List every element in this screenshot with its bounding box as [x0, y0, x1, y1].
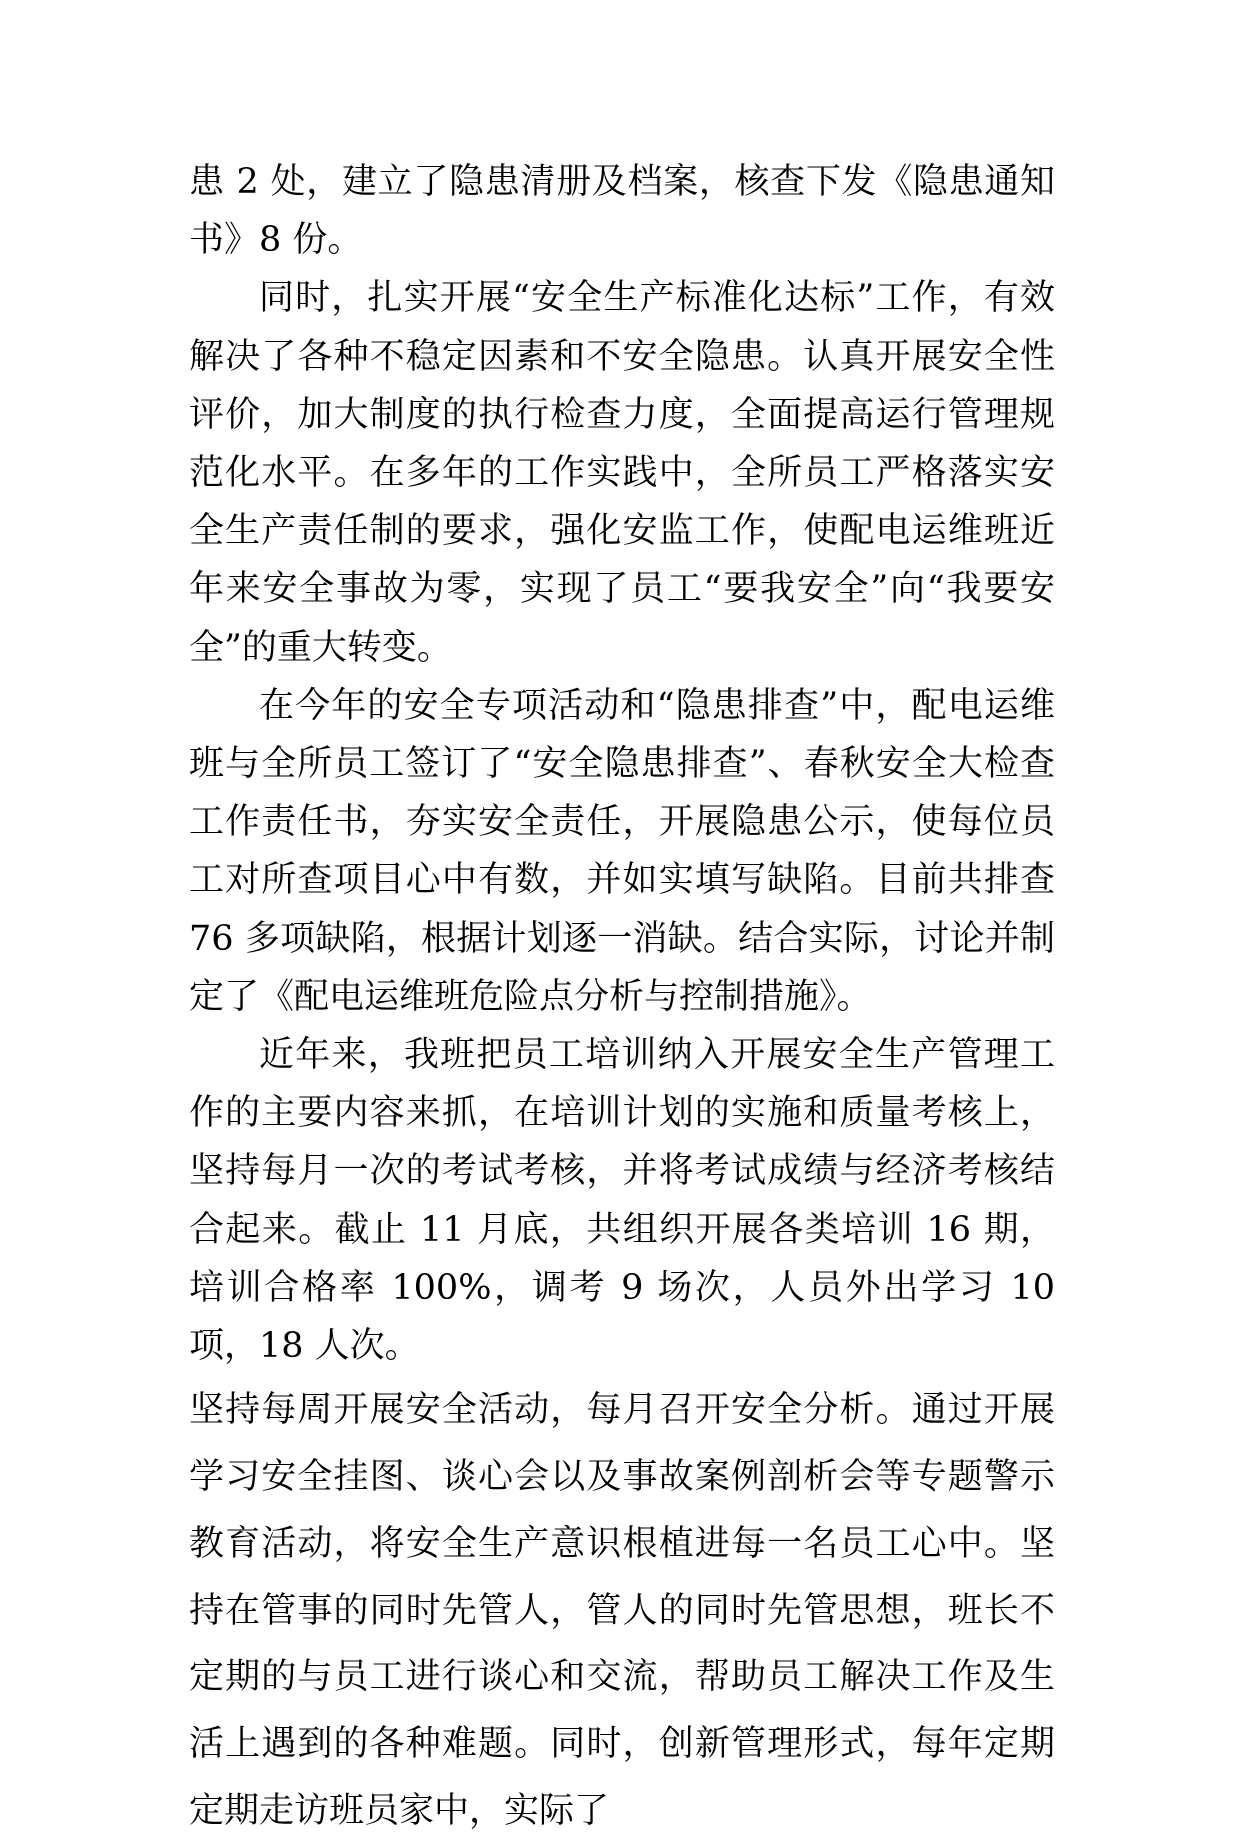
- paragraph-safety-activities: 坚持每周开展安全活动，每月召开安全分析。通过开展学习安全挂图、谈心会以及事故案例剖析会等专题警示教育活动，将安全生产意识根植进每一名员工心中。坚持在管事的同时先管人，管人的同时先管思想，班长不定期的与员工进行谈心和交流，帮助员工解决工作及生活上遇到的各种难题。同时，创新管理形式，每年定期定期走访班员家中，实际了: [189, 1390, 1055, 1832]
- paragraph-training: 近年来，我班把员工培训纳入开展安全生产管理工作的主要内容来抓，在培训计划的实施和质量考核上，坚持每月一次的考试考核，并将考试成绩与经济考核结合起来。截止 11 月底，共组织开展各类培训 16 期，培训合格率 100%，调考 9 场次，人员外出学习 10 项，18 人次。: [189, 1035, 1055, 1367]
- paragraph-hazard-inspection: 在今年的安全专项活动和“隐患排查”中，配电运维班与全所员工签订了“安全隐患排查”、春秋安全大检查工作责任书，夯实安全责任，开展隐患公示，使每位员工对所查项目心中有数，并如实填写缺陷。目前共排查 76 多项缺陷，根据计划逐一消缺。结合实际，讨论并制定了《配电运维班危险点分析与控制措施》。: [189, 685, 1055, 1017]
- paragraph-standardization: 同时，扎实开展“安全生产标准化达标”工作，有效解决了各种不稳定因素和不安全隐患。认真开展安全性评价，加大制度的执行检查力度，全面提高运行管理规范化水平。在多年的工作实践中，全所员工严格落实安全生产责任制的要求，强化安监工作，使配电运维班近年来安全事故为零，实现了员工“要我安全”向“我要安全”的重大转变。: [189, 278, 1055, 668]
- paragraph-continuation: 患 2 处，建立了隐患清册及档案，核查下发《隐患通知书》8 份。: [189, 162, 1055, 261]
- document-body: [189, 153, 1055, 1845]
